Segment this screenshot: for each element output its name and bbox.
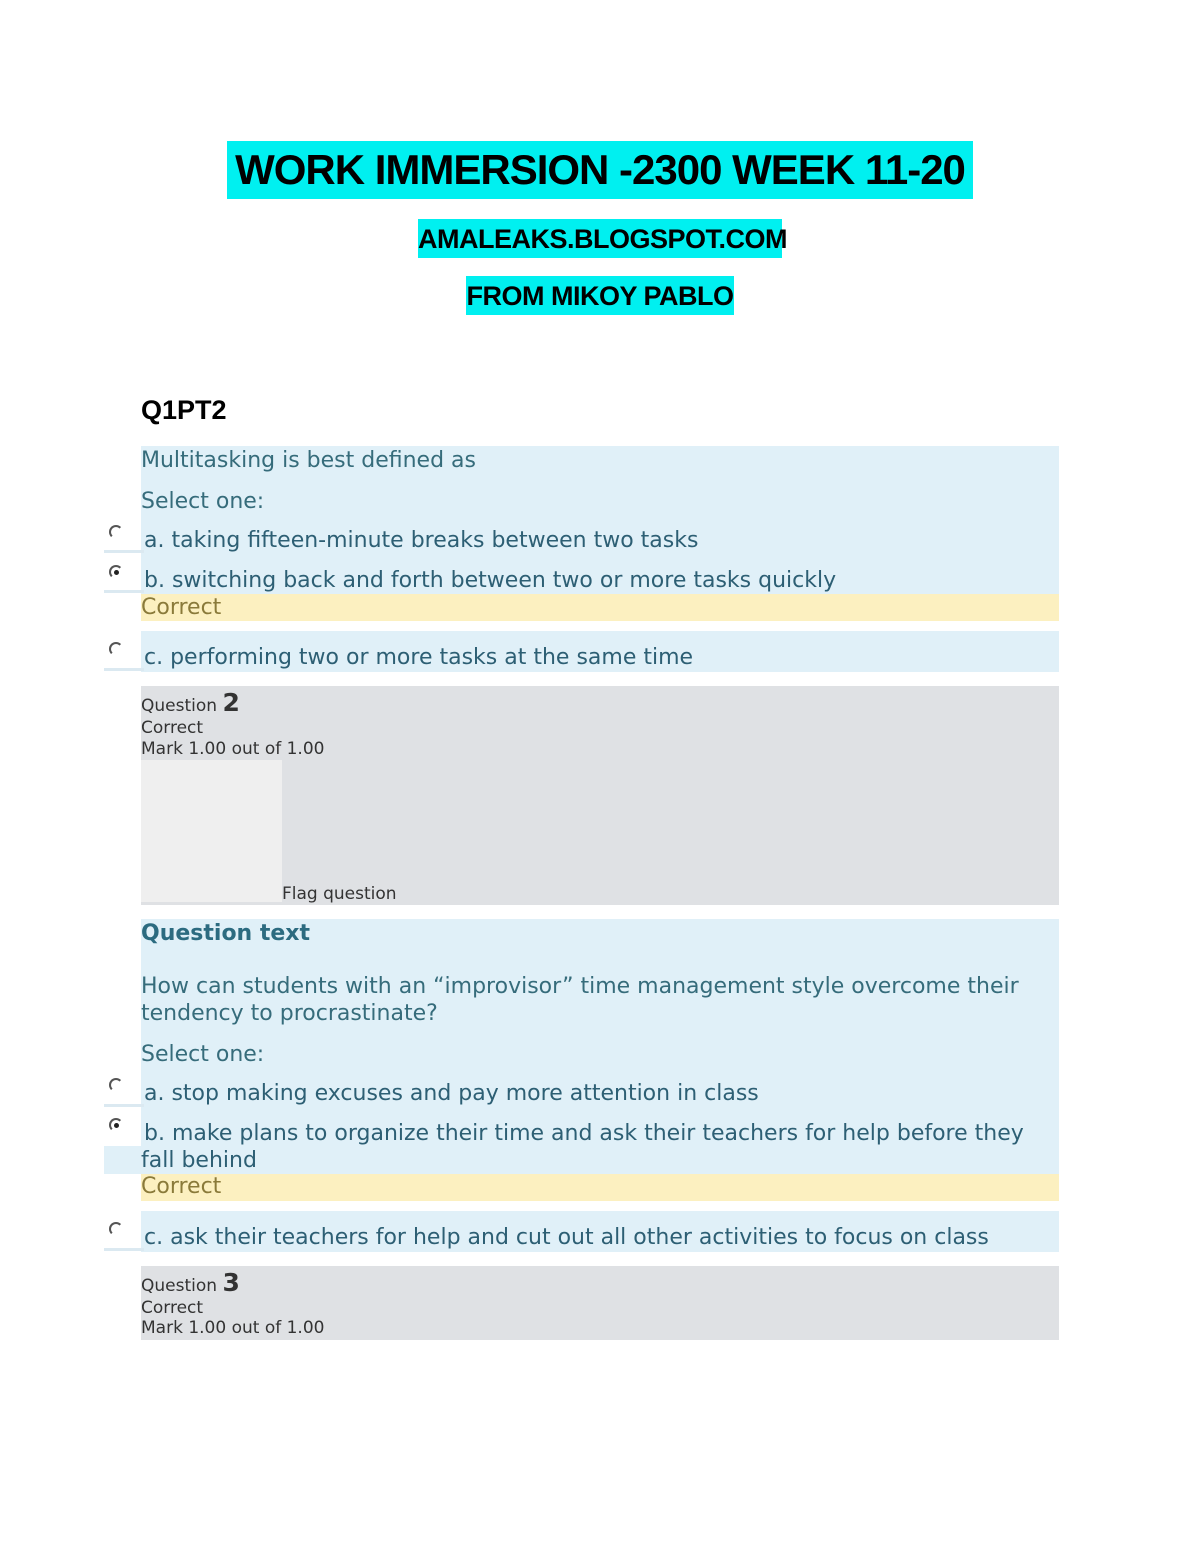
question3-label-row — [141, 1268, 240, 1297]
question2-prompt-line2: tendency to procrastinate? — [141, 1001, 438, 1026]
question1-prompt: Multitasking is best defined as — [141, 448, 476, 473]
question1-option-a[interactable]: a. taking fifteen-minute breaks between two tasks — [144, 528, 699, 553]
question1-feedback-bar — [141, 594, 1059, 621]
question2-option-a[interactable]: a. stop making excuses and pay more attention in class — [144, 1081, 759, 1106]
option-a-radio[interactable] — [109, 525, 123, 539]
question1-option-c[interactable]: c. performing two or more tasks at the same time — [144, 645, 694, 670]
question3-label: Question — [141, 1276, 218, 1296]
question2-option-b-line1[interactable]: b. make plans to organize their time and ask their teachers for help before they — [144, 1121, 1024, 1146]
option-a-underline — [104, 550, 144, 553]
q2-option-b-side — [104, 1146, 144, 1174]
q2-option-a-radio[interactable] — [109, 1078, 123, 1092]
option-b-underline — [104, 590, 144, 593]
question3-number: 3 — [222, 1268, 240, 1297]
question2-status: Correct — [141, 718, 204, 738]
option-b-radio-selected[interactable] — [109, 565, 123, 579]
question2-number: 2 — [222, 688, 240, 717]
question2-option-c[interactable]: c. ask their teachers for help and cut out all other activities to focus on class — [144, 1225, 989, 1250]
author-line: FROM MIKOY PABLO — [466, 276, 734, 315]
question2-feedback: Correct — [141, 1174, 222, 1199]
site-url: AMALEAKS.BLOGSPOT.COM — [418, 219, 782, 258]
question3-mark: Mark 1.00 out of 1.00 — [141, 1318, 325, 1338]
question2-label: Question — [141, 696, 218, 716]
question2-prompt-line1: How can students with an “improvisor” time management style overcome their — [141, 974, 1019, 999]
q2-option-c-radio[interactable] — [109, 1222, 123, 1236]
question2-mark: Mark 1.00 out of 1.00 — [141, 739, 325, 759]
question1-select-label: Select one: — [141, 489, 265, 514]
question1-feedback: Correct — [141, 595, 222, 620]
question2-heading: Question text — [141, 921, 311, 946]
question3-status: Correct — [141, 1298, 204, 1318]
flag-icon[interactable] — [141, 760, 282, 902]
option-c-underline — [104, 668, 144, 671]
question2-feedback-bar — [141, 1174, 1059, 1201]
question2-label-row — [141, 688, 240, 717]
flag-question-link[interactable]: Flag question — [282, 884, 397, 904]
option-c-radio[interactable] — [109, 642, 123, 656]
question2-select-label: Select one: — [141, 1042, 265, 1067]
section-heading: Q1PT2 — [141, 395, 227, 425]
question2-option-b-line2[interactable]: fall behind — [141, 1148, 257, 1173]
q2-option-b-radio-selected[interactable] — [109, 1118, 123, 1132]
document-title: WORK IMMERSION -2300 WEEK 11-20 — [227, 141, 973, 199]
q2-option-c-underline — [104, 1248, 144, 1251]
q2-option-a-underline — [104, 1104, 144, 1107]
question1-option-b[interactable]: b. switching back and forth between two or more tasks quickly — [144, 568, 837, 593]
